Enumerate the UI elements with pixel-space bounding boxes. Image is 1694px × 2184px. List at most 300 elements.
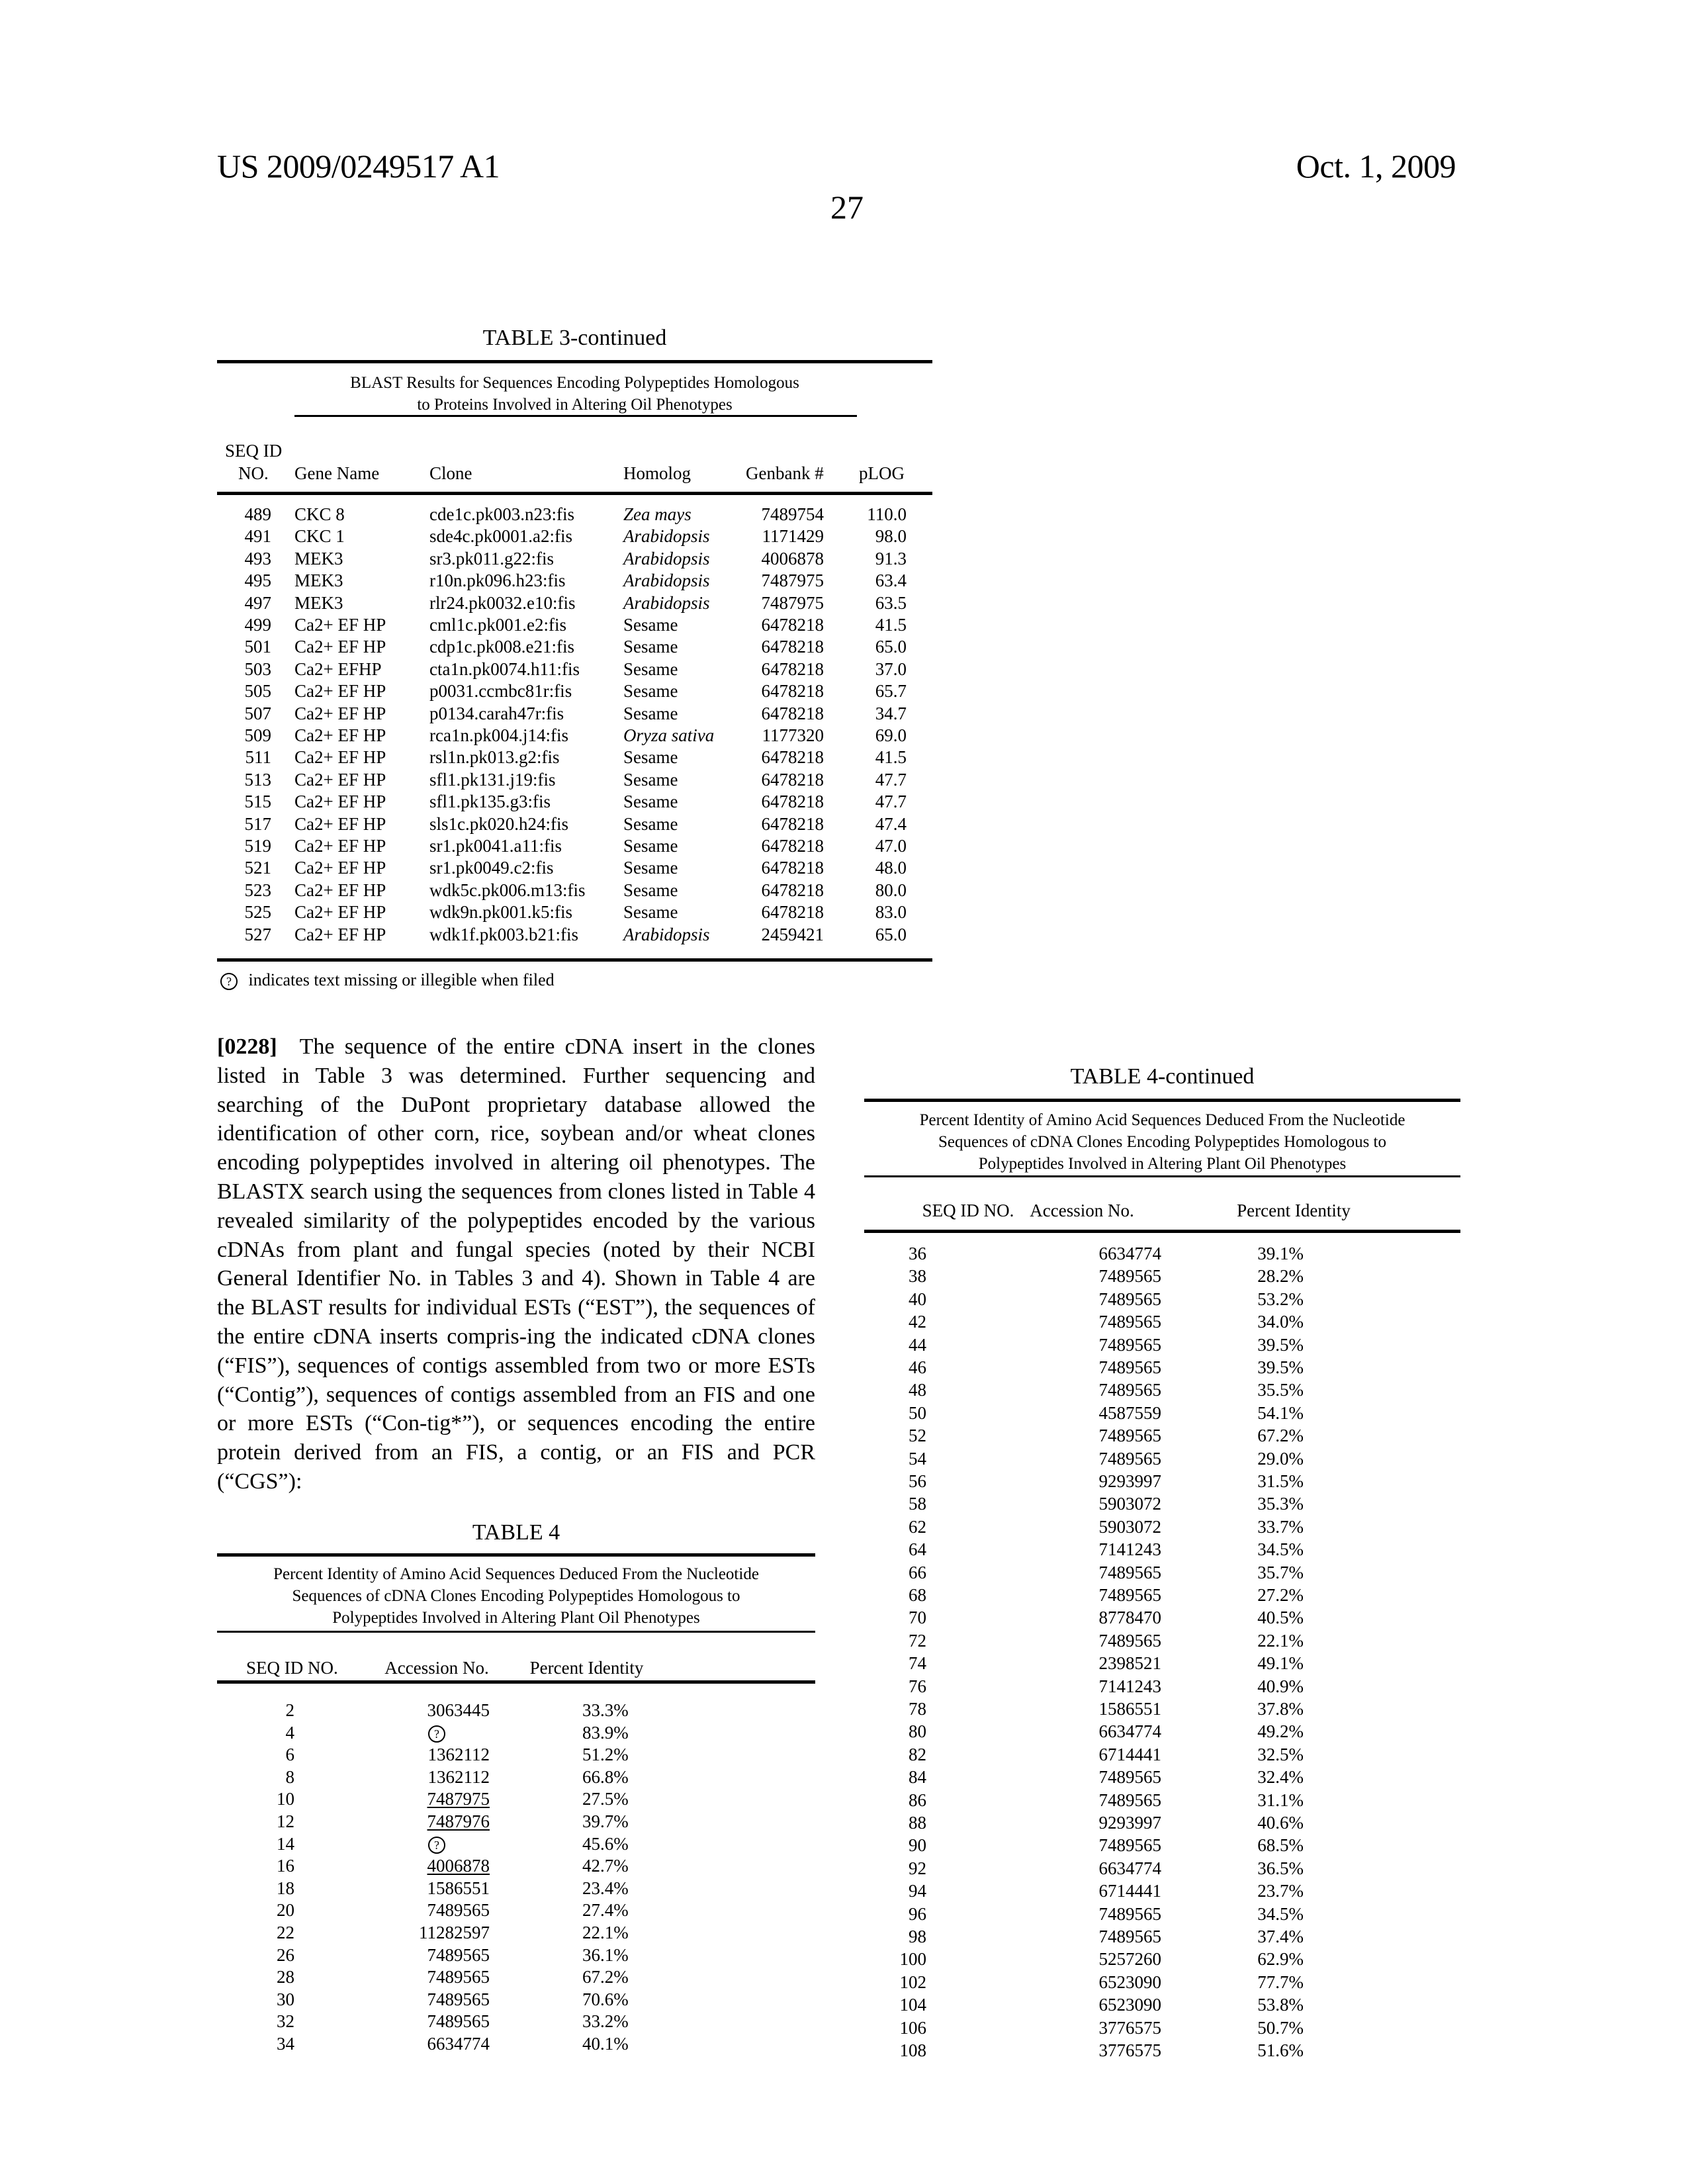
accession-cell: 4006878 <box>427 1856 490 1876</box>
seq-id-cell: 102 <box>899 1972 926 1992</box>
clone-cell: cdp1c.pk008.e21:fis <box>429 637 574 657</box>
seq-id-cell: 82 <box>909 1744 926 1764</box>
accession-cell: 7489565 <box>1098 1630 1161 1651</box>
seq-id-cell: 507 <box>244 703 271 723</box>
homolog-cell: Arabidopsis <box>623 570 710 591</box>
accession-cell <box>341 1723 533 1743</box>
accession-cell: 3063445 <box>427 1700 490 1720</box>
seq-id-cell: 513 <box>244 769 271 790</box>
paragraph-0228 <box>217 1032 815 1496</box>
table-4-continued-top-rule <box>864 1099 1460 1102</box>
accession-cell: 2398521 <box>1098 1653 1161 1674</box>
table-3-bottom-rule <box>217 958 932 962</box>
paragraph-text: The sequence of the entire cDNA insert in the clones listed in Table 3 was determined. Further sequencing and searching of the DuPont proprietary database allowed the identification of other corn, rice, soybean and/or wheat clones encoding polypeptides involved in altering oil phenotypes. The BLASTX search using the sequences from clones listed in Table 4 revealed similarity of the polypeptides encoded by the various cDNAs from plant and fungal species (noted by their NCBI General Identifier No. in Tables 3 and 4). Shown in Table 4 are the BLAST results for individual ESTs (“EST”), the sequences of the entire cDNA inserts compris-ing the indicated cDNA clones (“FIS”), sequences of contigs assembled from two or more ESTs (“Contig”), sequences of contigs assembled from an FIS and one or more ESTs (“Con-tig*”), or sequences encoding the entire protein derived from an FIS, a contig, or an FIS and PCR (“CGS”): <box>217 1034 815 1494</box>
clone-cell: rlr24.pk0032.e10:fis <box>429 592 576 613</box>
percent-identity-cell: 67.2% <box>582 1967 629 1987</box>
accession-cell: 7141243 <box>1098 1539 1161 1560</box>
accession-cell: 6714441 <box>1098 1744 1161 1764</box>
illegible-mark-icon: ? <box>428 1725 445 1743</box>
gene-name-cell: Ca2+ EF HP <box>294 880 386 900</box>
seq-id-cell: 4 <box>285 1722 294 1743</box>
homolog-cell: Arabidopsis <box>623 592 710 613</box>
table-4-caption-line-2: Sequences of cDNA Clones Encoding Polypeptides Homologous to <box>292 1587 740 1605</box>
percent-identity-cell: 36.1% <box>582 1944 629 1965</box>
percent-identity-cell: 34.0% <box>1257 1312 1304 1332</box>
clone-cell: sfl1.pk135.g3:fis <box>429 792 551 812</box>
clone-cell: sde4c.pk0001.a2:fis <box>429 526 572 547</box>
gene-name-cell: CKC 1 <box>294 526 345 547</box>
gene-name-cell: MEK3 <box>294 548 343 569</box>
accession-cell: 7489565 <box>1098 1266 1161 1287</box>
gene-name-cell: MEK3 <box>294 592 343 613</box>
seq-id-cell: 2 <box>285 1700 294 1720</box>
percent-identity-cell: 31.5% <box>1257 1471 1304 1491</box>
seq-id-cell: 10 <box>277 1789 294 1809</box>
table-3-col-plog: pLOG <box>859 463 905 483</box>
homolog-cell: Arabidopsis <box>623 924 710 944</box>
seq-id-cell: 505 <box>244 681 271 702</box>
gene-name-cell: Ca2+ EF HP <box>294 924 386 944</box>
genbank-cell: 6478218 <box>761 858 824 878</box>
seq-id-cell: 100 <box>899 1949 926 1970</box>
percent-identity-cell: 23.7% <box>1257 1881 1304 1901</box>
clone-cell: sr3.pk011.g22:fis <box>429 548 554 569</box>
percent-identity-cell: 83.9% <box>582 1722 629 1743</box>
genbank-cell: 6478218 <box>761 792 824 812</box>
percent-identity-cell: 37.8% <box>1257 1699 1304 1719</box>
genbank-cell: 2459421 <box>761 924 824 944</box>
percent-identity-cell: 35.3% <box>1257 1494 1304 1514</box>
clone-cell: p0031.ccmbc81r:fis <box>429 681 572 702</box>
homolog-cell: Sesame <box>623 769 678 790</box>
gene-name-cell: Ca2+ EF HP <box>294 902 386 923</box>
clone-cell: sfl1.pk131.j19:fis <box>429 769 556 790</box>
percent-identity-cell: 39.7% <box>582 1811 629 1831</box>
accession-cell: 6634774 <box>1098 1858 1161 1878</box>
seq-id-cell: 22 <box>277 1923 294 1942</box>
percent-identity-cell: 50.7% <box>1257 2017 1304 2038</box>
table-3-col-genbank: Genbank # <box>746 463 824 483</box>
clone-cell: cml1c.pk001.e2:fis <box>429 615 566 635</box>
seq-id-cell: 515 <box>244 792 271 812</box>
homolog-cell: Arabidopsis <box>623 548 710 569</box>
table-4-continued-caption-line-2: Sequences of cDNA Clones Encoding Polypeptides Homologous to <box>938 1133 1386 1151</box>
table-4-caption-line-1: Percent Identity of Amino Acid Sequences Deduced From the Nucleotide <box>273 1565 759 1583</box>
percent-identity-cell: 62.9% <box>1257 1949 1304 1970</box>
gene-name-cell: Ca2+ EF HP <box>294 747 386 768</box>
plog-cell: 83.0 <box>875 902 907 923</box>
table-4-header-rule <box>217 1680 815 1684</box>
plog-cell: 37.0 <box>875 659 907 679</box>
accession-cell: 7489565 <box>1098 1767 1161 1788</box>
seq-id-cell: 66 <box>909 1562 926 1582</box>
seq-id-cell: 42 <box>909 1312 926 1332</box>
percent-identity-cell: 40.9% <box>1257 1676 1304 1696</box>
accession-cell: 7489565 <box>1098 1426 1161 1446</box>
accession-cell: 6634774 <box>427 2034 490 2054</box>
seq-id-cell: 74 <box>909 1653 926 1674</box>
percent-identity-cell: 40.1% <box>582 2034 629 2054</box>
accession-cell: 7489565 <box>1098 1562 1161 1582</box>
percent-identity-cell: 28.2% <box>1257 1266 1304 1287</box>
percent-identity-cell: 32.4% <box>1257 1767 1304 1788</box>
seq-id-cell: 8 <box>285 1766 294 1787</box>
gene-name-cell: Ca2+ EF HP <box>294 792 386 812</box>
percent-identity-cell: 34.5% <box>1257 1903 1304 1924</box>
genbank-cell: 6478218 <box>761 813 824 834</box>
accession-cell: 7489565 <box>427 2011 490 2032</box>
seq-id-cell: 499 <box>244 615 271 635</box>
seq-id-cell: 509 <box>244 725 271 745</box>
publication-date: Oct. 1, 2009 <box>1296 148 1456 185</box>
percent-identity-cell: 22.1% <box>582 1923 629 1942</box>
seq-id-cell: 58 <box>909 1494 926 1514</box>
accession-cell: 7487975 <box>427 1789 490 1809</box>
genbank-cell: 6478218 <box>761 880 824 900</box>
seq-id-cell: 519 <box>244 836 271 856</box>
gene-name-cell: Ca2+ EF HP <box>294 681 386 702</box>
plog-cell: 48.0 <box>875 858 907 878</box>
seq-id-cell: 497 <box>244 592 271 613</box>
seq-id-cell: 527 <box>244 924 271 944</box>
percent-identity-cell: 36.5% <box>1257 1858 1304 1878</box>
accession-cell: 11282597 <box>419 1923 490 1942</box>
table-4-col-identity: Percent Identity <box>529 1658 644 1678</box>
seq-id-cell: 40 <box>909 1289 926 1309</box>
gene-name-cell: MEK3 <box>294 570 343 591</box>
accession-cell: 7489565 <box>1098 1357 1161 1377</box>
homolog-cell: Sesame <box>623 880 678 900</box>
percent-identity-cell: 35.5% <box>1257 1380 1304 1400</box>
table-4-continued-caption <box>864 1109 1460 1175</box>
plog-cell: 98.0 <box>875 526 907 547</box>
homolog-cell: Sesame <box>623 637 678 657</box>
seq-id-cell: 495 <box>244 570 271 591</box>
clone-cell: wdk1f.pk003.b21:fis <box>429 924 578 944</box>
seq-id-cell: 64 <box>909 1539 926 1560</box>
clone-cell: sr1.pk0049.c2:fis <box>429 858 554 878</box>
percent-identity-cell: 49.2% <box>1257 1721 1304 1742</box>
seq-id-cell: 18 <box>277 1878 294 1898</box>
accession-cell <box>341 1834 533 1854</box>
homolog-cell: Sesame <box>623 858 678 878</box>
genbank-cell: 6478218 <box>761 681 824 702</box>
accession-cell: 9293997 <box>1098 1813 1161 1833</box>
seq-id-cell: 26 <box>277 1944 294 1965</box>
plog-cell: 47.0 <box>875 836 907 856</box>
table-3-caption-line-2: to Proteins Involved in Altering Oil Phenotypes <box>417 396 733 414</box>
genbank-cell: 6478218 <box>761 769 824 790</box>
table-4-continued-header-rule <box>864 1230 1460 1233</box>
table-4-col-seq-id: SEQ ID NO. <box>246 1658 338 1678</box>
seq-id-cell: 525 <box>244 902 271 923</box>
homolog-cell: Sesame <box>623 659 678 679</box>
accession-cell: 7489565 <box>427 1967 490 1987</box>
accession-cell: 7489565 <box>1098 1835 1161 1856</box>
accession-cell: 7489565 <box>1098 1312 1161 1332</box>
accession-cell: 6523090 <box>1098 1972 1161 1992</box>
accession-cell: 7489565 <box>1098 1903 1161 1924</box>
accession-cell: 5903072 <box>1098 1516 1161 1537</box>
percent-identity-cell: 34.5% <box>1257 1539 1304 1560</box>
accession-cell: 3776575 <box>1098 2040 1161 2060</box>
homolog-cell: Sesame <box>623 792 678 812</box>
seq-id-cell: 54 <box>909 1448 926 1469</box>
table-3-footnote <box>220 970 555 990</box>
table-4-title: TABLE 4 <box>472 1520 560 1545</box>
homolog-cell: Sesame <box>623 747 678 768</box>
accession-cell: 7489565 <box>1098 1927 1161 1946</box>
patent-number: US 2009/0249517 A1 <box>217 148 500 185</box>
genbank-cell: 7489754 <box>761 504 824 524</box>
accession-cell: 7487976 <box>427 1811 490 1831</box>
percent-identity-cell: 42.7% <box>582 1856 629 1876</box>
clone-cell: cta1n.pk0074.h11:fis <box>429 659 580 679</box>
percent-identity-cell: 51.6% <box>1257 2040 1304 2060</box>
seq-id-cell: 44 <box>909 1334 926 1355</box>
seq-id-cell: 523 <box>244 880 271 900</box>
table-4-continued-caption-rule <box>864 1175 1460 1177</box>
seq-id-cell: 36 <box>909 1244 926 1263</box>
genbank-cell: 6478218 <box>761 615 824 635</box>
accession-cell: 6714441 <box>1098 1881 1161 1901</box>
seq-id-cell: 38 <box>909 1266 926 1287</box>
table-4-continued-caption-line-3: Polypeptides Involved in Altering Plant Oil Phenotypes <box>978 1155 1347 1173</box>
percent-identity-cell: 45.6% <box>582 1833 629 1854</box>
percent-identity-cell: 70.6% <box>582 1989 629 2009</box>
table-4-caption-rule <box>217 1631 815 1633</box>
paragraph-number: [0228] <box>217 1034 277 1059</box>
homolog-cell: Sesame <box>623 902 678 923</box>
clone-cell: cde1c.pk003.n23:fis <box>429 504 574 524</box>
homolog-cell: Sesame <box>623 681 678 702</box>
accession-cell: 1586551 <box>1098 1699 1161 1719</box>
percent-identity-cell: 39.5% <box>1257 1334 1304 1355</box>
seq-id-cell: 503 <box>244 659 271 679</box>
seq-id-cell: 78 <box>909 1699 926 1719</box>
percent-identity-cell: 54.1% <box>1257 1402 1304 1423</box>
accession-cell: 7489565 <box>427 1944 490 1965</box>
percent-identity-cell: 40.6% <box>1257 1813 1304 1833</box>
seq-id-cell: 20 <box>277 1900 294 1921</box>
seq-id-cell: 98 <box>909 1927 926 1946</box>
accession-cell: 5257260 <box>1098 1949 1161 1970</box>
genbank-cell: 6478218 <box>761 703 824 723</box>
table-3-col-homolog: Homolog <box>623 463 691 483</box>
percent-identity-cell: 40.5% <box>1257 1608 1304 1628</box>
homolog-cell: Oryza sativa <box>623 725 715 745</box>
illegible-mark-icon: ? <box>428 1837 445 1854</box>
seq-id-cell: 108 <box>899 2040 926 2060</box>
accession-cell: 1362112 <box>427 1766 490 1787</box>
gene-name-cell: Ca2+ EF HP <box>294 615 386 635</box>
percent-identity-cell: 37.4% <box>1257 1927 1304 1946</box>
table-3-top-rule <box>217 360 932 363</box>
accession-cell: 7489565 <box>427 1900 490 1921</box>
clone-cell: sls1c.pk020.h24:fis <box>429 813 569 834</box>
seq-id-cell: 62 <box>909 1516 926 1537</box>
genbank-cell: 6478218 <box>761 836 824 856</box>
plog-cell: 65.0 <box>875 637 907 657</box>
footnote-text: indicates text missing or illegible when filed <box>248 970 555 989</box>
percent-identity-cell: 27.5% <box>582 1789 629 1809</box>
table-4-continued-caption-line-1: Percent Identity of Amino Acid Sequences Deduced From the Nucleotide <box>919 1111 1405 1129</box>
seq-id-cell: 56 <box>909 1471 926 1491</box>
accession-cell: 7489565 <box>427 1989 490 2009</box>
seq-id-cell: 511 <box>245 747 271 768</box>
table-3-caption-line-1: BLAST Results for Sequences Encoding Polypeptides Homologous <box>350 374 799 392</box>
seq-id-cell: 46 <box>909 1357 926 1377</box>
percent-identity-cell: 49.1% <box>1257 1653 1304 1674</box>
percent-identity-cell: 67.2% <box>1257 1426 1304 1446</box>
homolog-cell: Sesame <box>623 615 678 635</box>
accession-cell: 5903072 <box>1098 1494 1161 1514</box>
accession-cell: 7489565 <box>1098 1585 1161 1605</box>
table-4-caption <box>217 1563 815 1629</box>
genbank-cell: 6478218 <box>761 902 824 923</box>
seq-id-cell: 52 <box>909 1426 926 1446</box>
percent-identity-cell: 39.1% <box>1257 1244 1304 1263</box>
seq-id-cell: 16 <box>277 1856 294 1876</box>
plog-cell: 63.4 <box>875 570 907 591</box>
percent-identity-cell: 22.1% <box>1257 1630 1304 1651</box>
percent-identity-cell: 27.4% <box>582 1900 629 1921</box>
clone-cell: rca1n.pk004.j14:fis <box>429 725 568 745</box>
accession-cell: 3776575 <box>1098 2017 1161 2038</box>
table-3-col-seq-id-line-2: NO. <box>238 463 269 483</box>
plog-cell: 110.0 <box>867 504 907 524</box>
percent-identity-cell: 53.2% <box>1257 1289 1304 1309</box>
seq-id-cell: 68 <box>909 1585 926 1605</box>
plog-cell: 47.7 <box>875 769 907 790</box>
seq-id-cell: 28 <box>277 1967 294 1987</box>
seq-id-cell: 517 <box>244 813 271 834</box>
table-3-col-gene-name: Gene Name <box>294 463 380 483</box>
accession-cell: 6634774 <box>1098 1721 1161 1742</box>
seq-id-cell: 106 <box>899 2017 926 2038</box>
percent-identity-cell: 33.3% <box>582 1700 629 1720</box>
percent-identity-cell: 77.7% <box>1257 1972 1304 1992</box>
seq-id-cell: 88 <box>909 1813 926 1833</box>
percent-identity-cell: 39.5% <box>1257 1357 1304 1377</box>
gene-name-cell: CKC 8 <box>294 504 345 524</box>
gene-name-cell: Ca2+ EF HP <box>294 813 386 834</box>
seq-id-cell: 72 <box>909 1630 926 1651</box>
clone-cell: sr1.pk0041.a11:fis <box>429 836 562 856</box>
gene-name-cell: Ca2+ EF HP <box>294 858 386 878</box>
illegible-mark-icon: ? <box>220 973 238 990</box>
genbank-cell: 6478218 <box>761 659 824 679</box>
seq-id-cell: 489 <box>244 504 271 524</box>
plog-cell: 69.0 <box>875 725 907 745</box>
gene-name-cell: Ca2+ EF HP <box>294 637 386 657</box>
accession-cell: 7489565 <box>1098 1289 1161 1309</box>
seq-id-cell: 92 <box>909 1858 926 1878</box>
accession-cell: 6634774 <box>1098 1244 1161 1263</box>
genbank-cell: 7487975 <box>761 570 824 591</box>
plog-cell: 65.7 <box>875 681 907 702</box>
percent-identity-cell: 66.8% <box>582 1766 629 1787</box>
table-4-top-rule <box>217 1553 815 1557</box>
accession-cell: 7489565 <box>1098 1448 1161 1469</box>
percent-identity-cell: 53.8% <box>1257 1995 1304 2015</box>
accession-cell: 6523090 <box>1098 1995 1161 2015</box>
table-3-caption <box>217 372 932 416</box>
seq-id-cell: 94 <box>909 1881 926 1901</box>
percent-identity-cell: 32.5% <box>1257 1744 1304 1764</box>
plog-cell: 41.5 <box>875 747 907 768</box>
seq-id-cell: 76 <box>909 1676 926 1696</box>
percent-identity-cell: 23.4% <box>582 1878 629 1898</box>
seq-id-cell: 80 <box>909 1721 926 1742</box>
seq-id-cell: 96 <box>909 1903 926 1924</box>
genbank-cell: 7487975 <box>761 592 824 613</box>
genbank-cell: 1177320 <box>762 725 824 745</box>
gene-name-cell: Ca2+ EFHP <box>294 659 382 679</box>
clone-cell: rsl1n.pk013.g2:fis <box>429 747 560 768</box>
clone-cell: r10n.pk096.h23:fis <box>429 570 566 591</box>
gene-name-cell: Ca2+ EF HP <box>294 836 386 856</box>
genbank-cell: 1171429 <box>762 526 824 547</box>
table-4-continued-col-identity: Percent Identity <box>1237 1201 1351 1220</box>
genbank-cell: 6478218 <box>761 637 824 657</box>
plog-cell: 65.0 <box>875 924 907 944</box>
clone-cell: wdk5c.pk006.m13:fis <box>429 880 586 900</box>
seq-id-cell: 104 <box>899 1995 926 2015</box>
accession-cell: 1362112 <box>427 1745 490 1765</box>
seq-id-cell: 50 <box>909 1402 926 1423</box>
clone-cell: p0134.carah47r:fis <box>429 703 564 723</box>
plog-cell: 41.5 <box>875 615 907 635</box>
seq-id-cell: 34 <box>277 2034 294 2054</box>
accession-cell: 8778470 <box>1098 1608 1161 1628</box>
homolog-cell: Sesame <box>623 813 678 834</box>
page-number: 27 <box>830 189 864 226</box>
seq-id-cell: 48 <box>909 1380 926 1400</box>
percent-identity-cell: 27.2% <box>1257 1585 1304 1605</box>
seq-id-cell: 86 <box>909 1790 926 1810</box>
accession-cell: 9293997 <box>1098 1471 1161 1491</box>
table-4-col-accession: Accession No. <box>384 1658 489 1678</box>
homolog-cell: Arabidopsis <box>623 526 710 547</box>
seq-id-cell: 493 <box>244 548 271 569</box>
table-3-caption-rule <box>294 415 857 417</box>
seq-id-cell: 521 <box>244 858 271 878</box>
table-4-continued-title: TABLE 4-continued <box>1070 1064 1255 1089</box>
homolog-cell: Zea mays <box>623 504 691 524</box>
gene-name-cell: Ca2+ EF HP <box>294 703 386 723</box>
accession-cell: 7489565 <box>1098 1380 1161 1400</box>
plog-cell: 47.7 <box>875 792 907 812</box>
gene-name-cell: Ca2+ EF HP <box>294 725 386 745</box>
table-4-continued-col-seq-id: SEQ ID NO. <box>922 1201 1014 1220</box>
gene-name-cell: Ca2+ EF HP <box>294 769 386 790</box>
plog-cell: 34.7 <box>875 703 907 723</box>
plog-cell: 91.3 <box>875 548 907 569</box>
seq-id-cell: 70 <box>909 1608 926 1628</box>
seq-id-cell: 84 <box>909 1767 926 1788</box>
percent-identity-cell: 29.0% <box>1257 1448 1304 1469</box>
table-3-col-clone: Clone <box>429 463 472 483</box>
table-4-caption-line-3: Polypeptides Involved in Altering Plant Oil Phenotypes <box>332 1609 700 1627</box>
seq-id-cell: 14 <box>277 1833 294 1854</box>
table-3-title: TABLE 3-continued <box>482 326 667 350</box>
plog-cell: 47.4 <box>875 813 907 834</box>
homolog-cell: Sesame <box>623 836 678 856</box>
table-4-continued-col-accession: Accession No. <box>1030 1201 1134 1220</box>
percent-identity-cell: 35.7% <box>1257 1562 1304 1582</box>
percent-identity-cell: 33.7% <box>1257 1516 1304 1537</box>
